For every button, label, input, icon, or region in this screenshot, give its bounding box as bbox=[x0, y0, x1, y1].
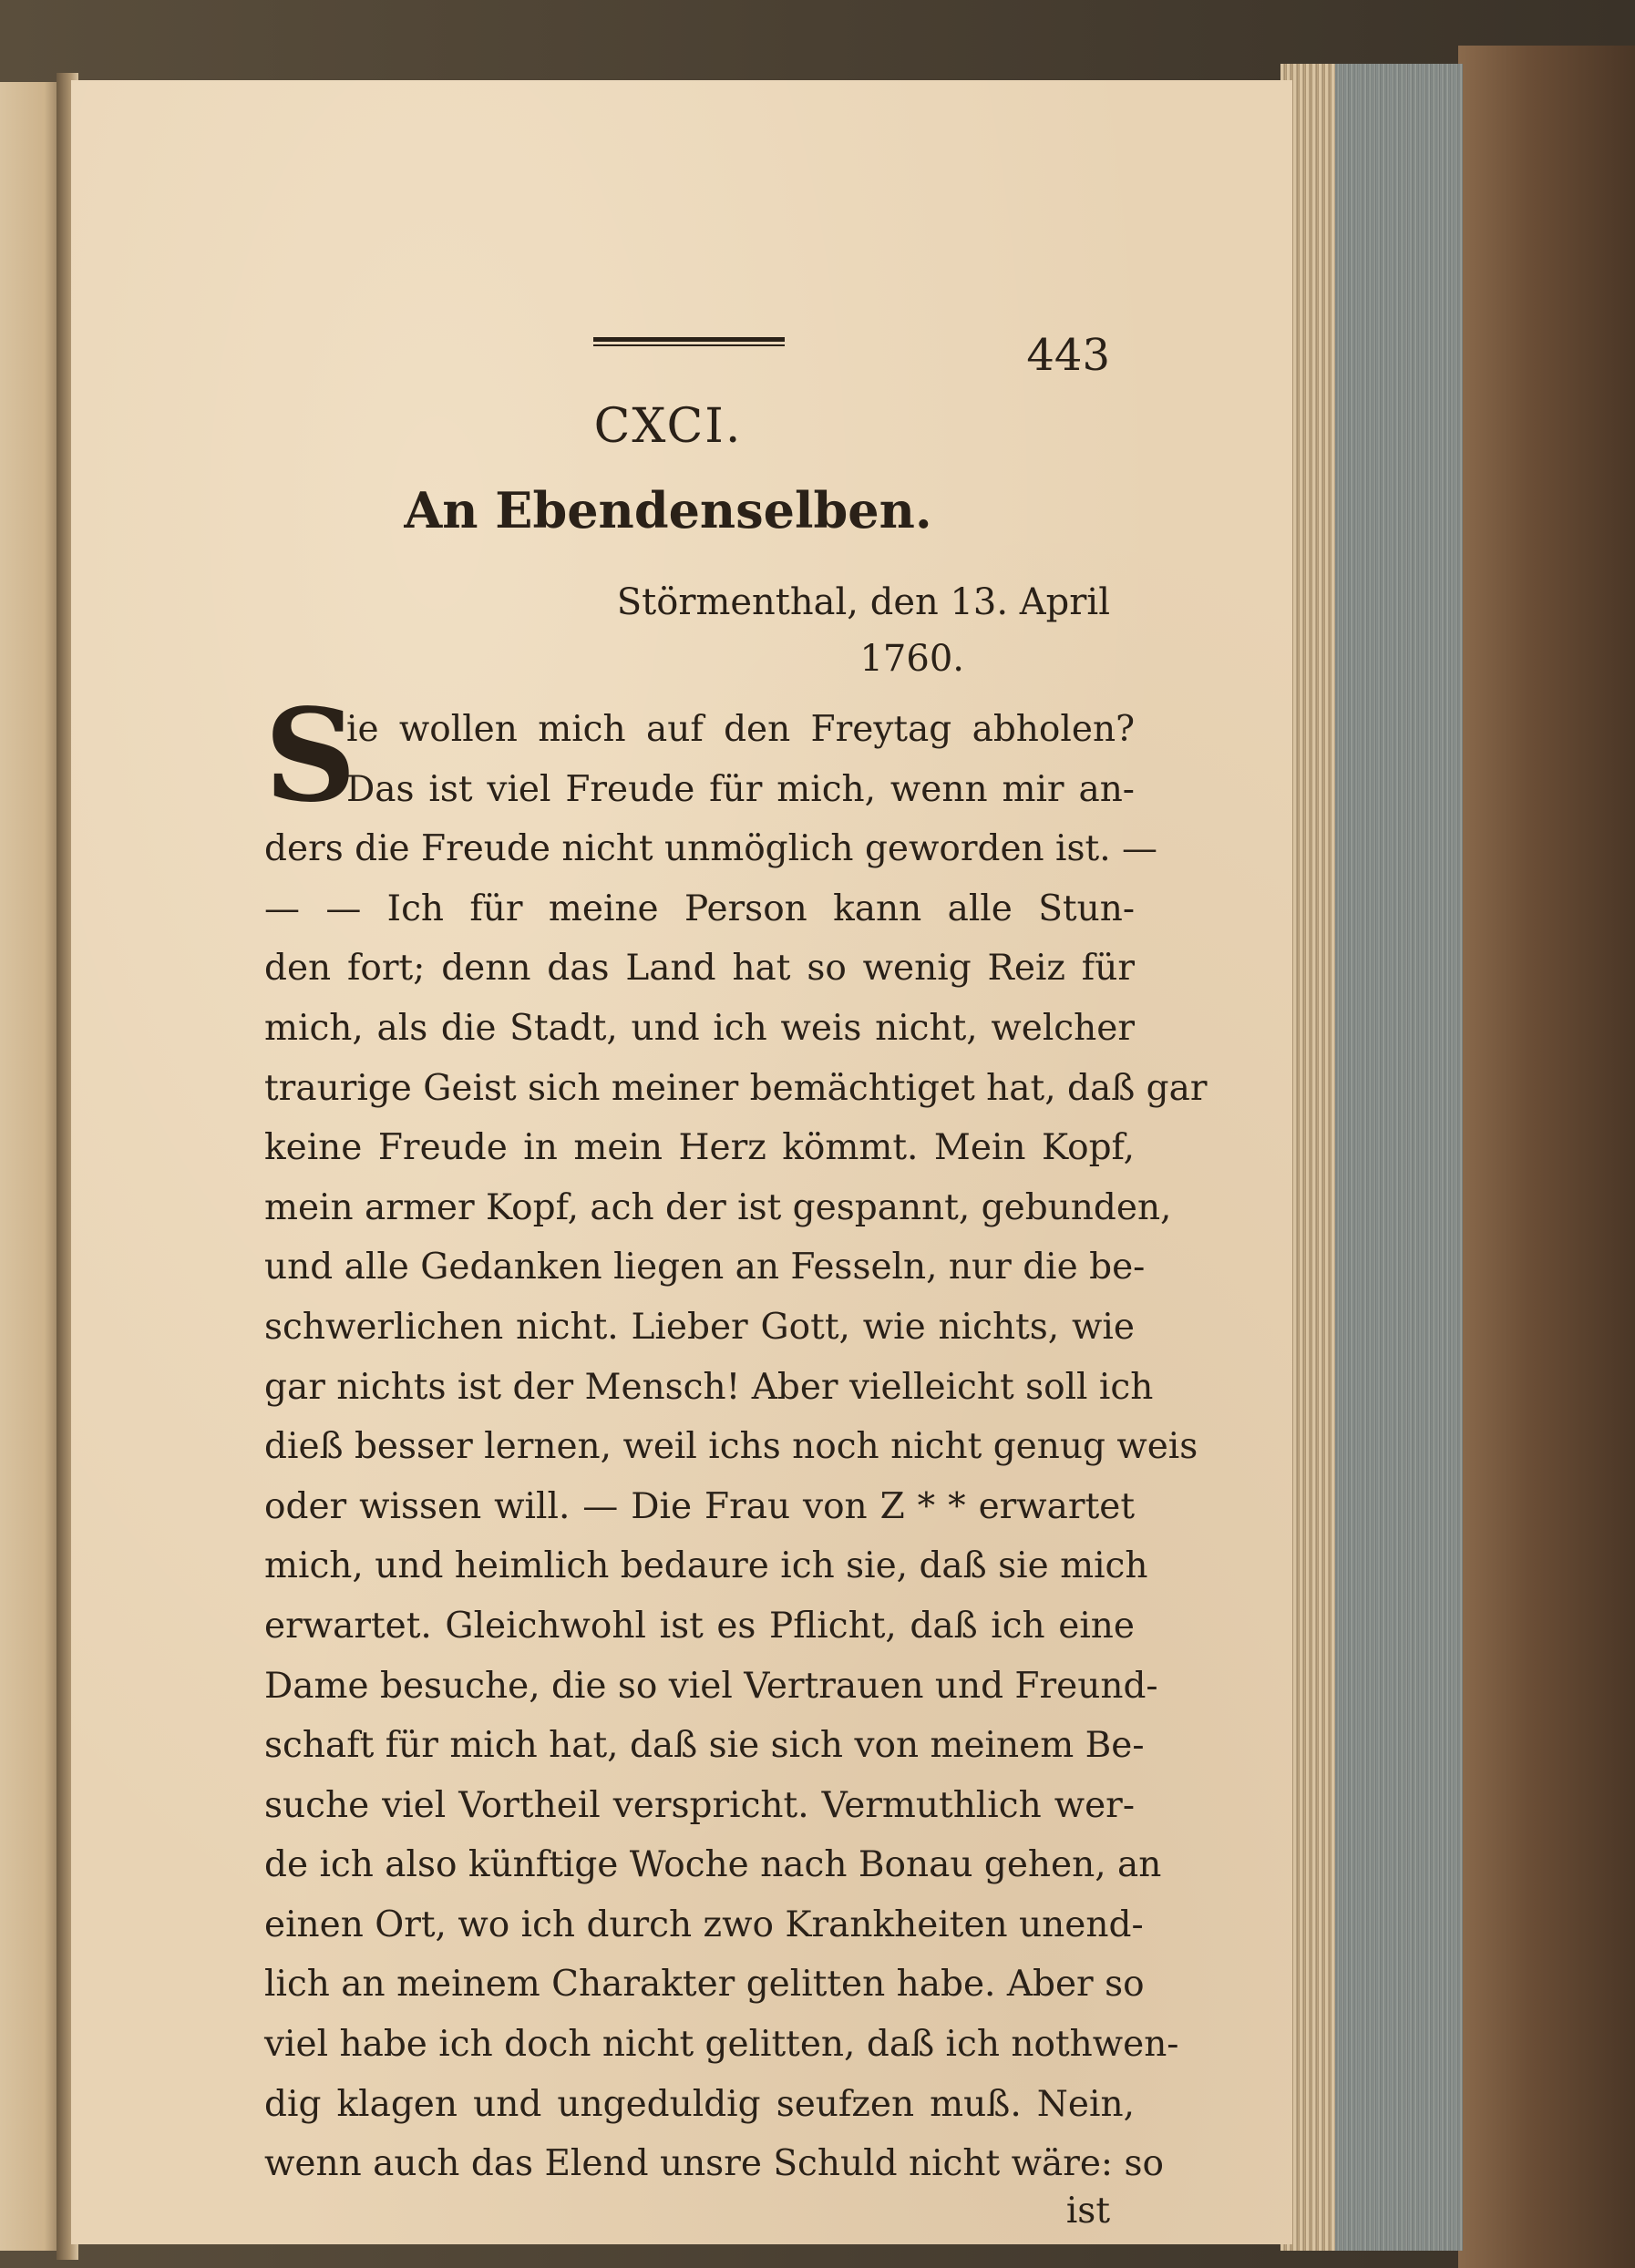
dateline: Störmenthal, den 13. April bbox=[616, 581, 1110, 623]
catchword: ist bbox=[1065, 2191, 1110, 2232]
text-line: und alle Gedanken liegen an Fesseln, nur die be- bbox=[264, 1247, 1146, 1288]
page-block-edges bbox=[1280, 64, 1463, 2251]
text-line: wenn auch das Elend unsre Schuld nicht wäre: so bbox=[264, 2143, 1164, 2185]
text-line: keine Freude in mein Herz kömmt. Mein Kopf, bbox=[264, 1127, 1135, 1169]
text-line: traurige Geist sich meiner bemächtiget hat, daß gar bbox=[264, 1067, 1208, 1109]
text-line: mich, als die Stadt, und ich weis nicht, welcher bbox=[264, 1007, 1135, 1049]
text-line: gar nichts ist der Mensch! Aber vielleicht soll ich bbox=[264, 1366, 1154, 1408]
text-line: Das ist viel Freude für mich, wenn mir an- bbox=[346, 768, 1135, 810]
text-line: einen Ort, wo ich durch zwo Krankheiten unend- bbox=[264, 1904, 1144, 1945]
text-line: oder wissen will. — Die Frau von Z * * erwartet bbox=[264, 1485, 1135, 1527]
text-line: dieß besser lernen, weil ichs noch nicht genug weis bbox=[264, 1426, 1198, 1468]
book-page bbox=[71, 80, 1292, 2244]
chapter-number: CXCI. bbox=[593, 399, 743, 454]
text-line: ders die Freude nicht unmöglich geworden ist. — bbox=[264, 828, 1158, 870]
drop-initial: S bbox=[264, 682, 357, 831]
text-line: schwerlichen nicht. Lieber Gott, wie nichts, wie bbox=[264, 1306, 1135, 1348]
previous-page-edge bbox=[0, 82, 64, 2251]
text-line: schaft für mich hat, daß sie sich von meinem Be- bbox=[264, 1725, 1145, 1767]
page-number: 443 bbox=[1026, 330, 1110, 381]
letter-heading: An Ebendenselben. bbox=[404, 481, 932, 539]
text-line: — — Ich für meine Person kann alle Stun- bbox=[264, 888, 1135, 929]
text-line: mich, und heimlich bedaure ich sie, daß sie mich bbox=[264, 1545, 1148, 1587]
text-line: den fort; denn das Land hat so wenig Reiz für bbox=[264, 948, 1135, 990]
text-line: suche viel Vortheil verspricht. Vermuthlich wer- bbox=[264, 1784, 1135, 1826]
letter-body bbox=[264, 700, 1208, 2194]
text-line: ie wollen mich auf den Freytag abholen? bbox=[346, 709, 1135, 750]
book-cover-edge bbox=[1458, 46, 1635, 2268]
text-line: Dame besuche, die so viel Vertrauen und Freund- bbox=[264, 1665, 1158, 1707]
text-line: mein armer Kopf, ach der ist gespannt, gebunden, bbox=[264, 1186, 1172, 1228]
text-line: de ich also künftige Woche nach Bonau gehen, an bbox=[264, 1844, 1162, 1886]
text-line: viel habe ich doch nicht gelitten, daß ich nothwen- bbox=[264, 2024, 1179, 2066]
text-line: dig klagen und ungeduldig seufzen muß. Nein, bbox=[264, 2083, 1135, 2125]
header-rule bbox=[593, 337, 785, 346]
text-line: erwartet. Gleichwohl ist es Pflicht, daß ich eine bbox=[264, 1605, 1135, 1647]
text-line: lich an meinem Charakter gelitten habe. Aber so bbox=[264, 1964, 1145, 2006]
dateline-year: 1760. bbox=[859, 638, 964, 680]
